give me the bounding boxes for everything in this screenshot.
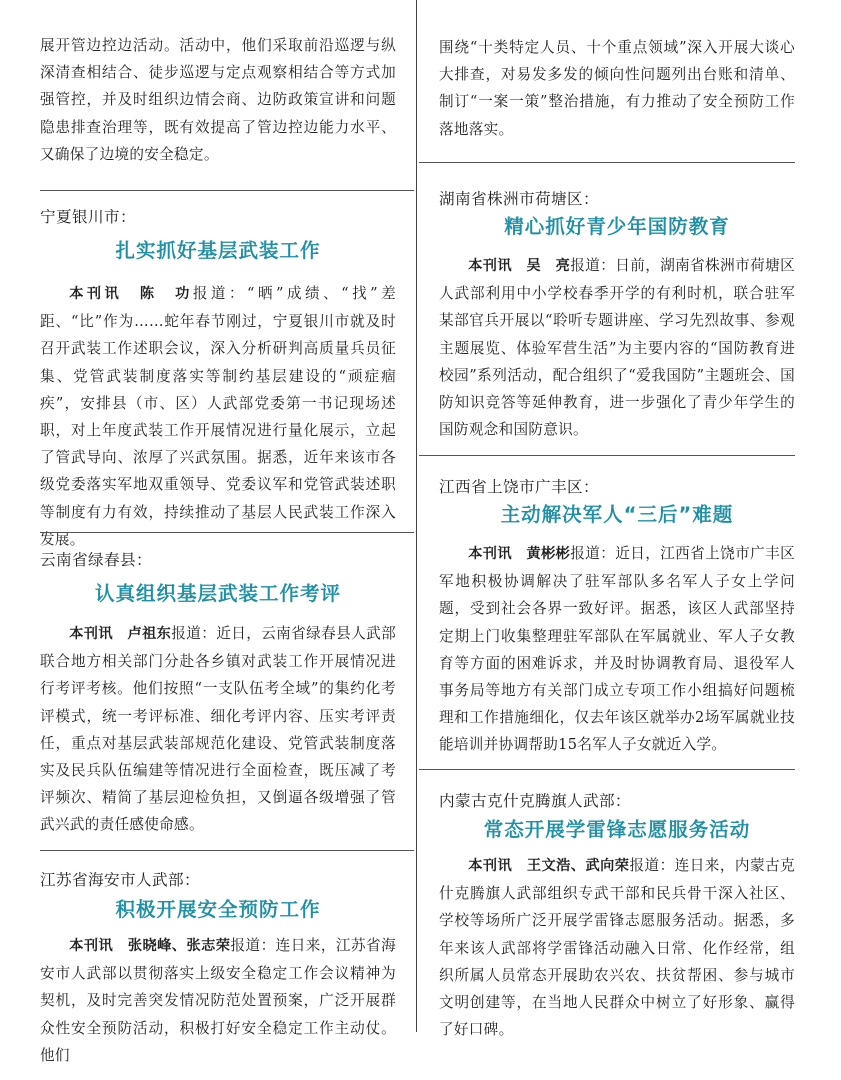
- article-body: [40, 932, 396, 1069]
- article-text: 报道：日前，湖南省株洲市荷塘区人武部利用中小学校春季开学的有利时机，联合驻军某部官兵开展以“聆听专题讲座、学习先烈故事、参观主题展览、体验军营生活”为主要内容的“国防教育进校园”系列活动，配合组织了“爱我国防”主题班会、国防知识竞答等延伸教育，进一步强化了青少年学生的国防观念和国防意识。: [439, 257, 795, 439]
- article-text: 报道：“晒”成绩、“找”差距、“比”作为……蛇年春节刚过，宁夏银川市就及时召开武装工作述职会议，深入分析研判高质量兵员征集、党管武装制度落实等制约基层建设的“顽症痼疾”，安排县（市、区）人武部党委第一书记现场述职，对上年度武装工作开展情况进行量化展示，立起了管武导向、浓厚了兴武氛围。据悉，近年来该市各级党委落实军地双重领导、党委议军和党管武装述职等制度有力有效，持续推动了基层人民武装工作深入发展。: [40, 285, 396, 548]
- article-byline: 本刊讯 张晓峰、张志荣: [69, 938, 231, 954]
- continued-paragraph: 展开管边控边活动。活动中，他们采取前沿巡逻与纵深清查相结合、徒步巡逻与定点观察相结合等方式加强管控，并及时组织边情会商、边防政策宣讲和问题隐患排查治理等，既有效提高了管边控边能力水平、又确保了边境的安全稳定。: [40, 37, 396, 163]
- left-column: [40, 0, 414, 1080]
- article-location: 江西省上饶市广丰区：: [439, 478, 599, 496]
- article-body: [439, 252, 795, 443]
- right-column: [419, 0, 795, 1080]
- article-body: [40, 280, 396, 553]
- article-headline: 常态开展学雷锋志愿服务活动: [483, 818, 751, 841]
- article-text: 报道：近日，江西省上饶市广丰区军地积极协调解决了驻军部队多名军人子女上学问题，受到社会各界一致好评。据悉，该区人武部坚持定期上门收集整理驻军部队在军属就业、军人子女教育等方面的困难诉求，并及时协调教育局、退役军人事务局等地方有关部门成立专项工作小组搞好问题梳理和工作措施细化，仅去年该区就举办2场军属就业技能培训并协调帮助15名军人子女就近入学。: [439, 545, 795, 754]
- article-byline: 本刊讯 黄彬彬: [468, 546, 571, 562]
- article-location: 江苏省海安市人武部：: [40, 871, 200, 889]
- article-headline: 积极开展安全预防工作: [115, 898, 321, 921]
- article-text: 报道：近日，云南省绿春县人武部联合地方相关部门分赴各乡镇对武装工作开展情况进行考评考核。他们按照“一支队伍考全域”的集约化考评模式，统一考评标准、细化考评内容、压实考评责任，重点对基层武装部规范化建设、党管武装制度落实及民兵队伍编建等情况进行全面检查，既压减了考评频次、精简了基层迎检负担，又倒逼各级增强了管武兴武的责任感使命感。: [40, 625, 396, 834]
- article-location: 宁夏银川市：: [40, 208, 136, 226]
- section-rule: [40, 190, 414, 191]
- article-byline: 本刊讯 王文浩、武向荣: [468, 858, 630, 874]
- article-text: 报道：连日来，江苏省海安市人武部以贯彻落实上级安全稳定工作会议精神为契机，及时完善突发情况防范处置预案，广泛开展群众性安全预防活动，积极打好安全稳定工作主动仗。他们: [40, 937, 396, 1064]
- section-rule: [419, 455, 795, 456]
- article-text: 报道：连日来，内蒙古克什克腾旗人武部组织专武干部和民兵骨干深入社区、学校等场所广泛开展学雷锋志愿服务活动。据悉，多年来该人武部将学雷锋活动融入日常、化作经常，组织所属人员常态开展助农兴农、扶贫帮困、参与城市文明创建等，在当地人民群众中树立了好形象、赢得了好口碑。: [439, 857, 795, 1039]
- section-rule: [419, 769, 795, 770]
- article-location: 内蒙古克什克腾旗人武部：: [439, 792, 631, 810]
- article-body: [40, 620, 396, 839]
- article-byline: 本刊讯 吴 亮: [468, 258, 571, 274]
- article-body: [439, 852, 795, 1043]
- article-headline: 精心抓好青少年国防教育: [504, 215, 730, 238]
- section-rule: [40, 850, 414, 851]
- section-rule: [40, 532, 414, 533]
- article-byline: 本刊讯 陈 功: [69, 286, 193, 302]
- article-location: 湖南省株洲市荷塘区：: [439, 190, 599, 208]
- article-headline: 扎实抓好基层武装工作: [115, 239, 321, 262]
- article-headline: 主动解决军人“三后”难题: [500, 503, 734, 526]
- article-byline: 本刊讯 卢祖东: [69, 626, 172, 642]
- article-headline: 认真组织基层武装工作考评: [94, 582, 341, 605]
- column-divider: [416, 0, 417, 1032]
- article-location: 云南省绿春县：: [40, 551, 152, 569]
- continued-paragraph: 围绕“十类特定人员、十个重点领域”深入开展大谈心大排查，对易发多发的倾向性问题列出台账和清单、制订“一案一策”整治措施，有力推动了安全预防工作落地落实。: [439, 39, 795, 138]
- article-body: [439, 540, 795, 759]
- section-rule: [419, 162, 795, 163]
